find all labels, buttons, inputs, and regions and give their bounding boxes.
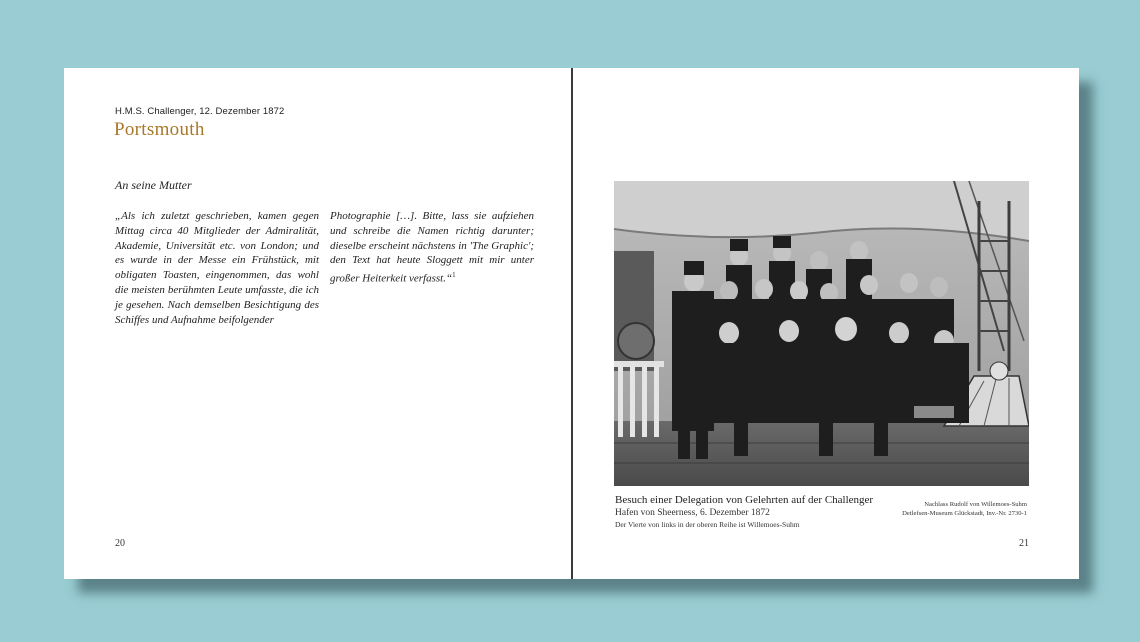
left-page xyxy=(64,68,571,579)
letter-column-2-text: Photographie […]. Bitte, lass sie aufziehen und schreibe die Namen richtig darunter; dieselbe erscheint nächstens in 'The Graphic'; den Text hat heute Sloggett mit mir unter großer Heiterkeit verfasst.“ xyxy=(330,210,534,285)
photo-credit-line-2: Detlefsen-Museum Glückstadt, Inv.-Nr. 2730-1 xyxy=(902,510,1027,517)
photo-caption-place: Hafen von Sheerness, 6. Dezember 1872 xyxy=(615,508,770,518)
page-number-right: 21 xyxy=(1019,538,1029,549)
open-book-spread xyxy=(64,68,1079,579)
running-head: H.M.S. Challenger, 12. Dezember 1872 xyxy=(115,106,285,117)
letter-salutation: An seine Mutter xyxy=(115,178,192,192)
chapter-title: Portsmouth xyxy=(114,119,205,140)
photo-caption-note: Der Vierte von links in der oberen Reihe ist Willemoes-Suhm xyxy=(615,520,800,529)
right-page xyxy=(573,68,1079,579)
group-photograph xyxy=(614,181,1029,486)
page-number-left: 20 xyxy=(115,538,125,549)
letter-column-2 xyxy=(330,209,534,287)
photograph-illustration xyxy=(614,181,1029,486)
photo-caption-title: Besuch einer Delegation von Gelehrten auf der Challenger xyxy=(615,494,874,506)
footnote-marker: 1 xyxy=(452,271,456,280)
letter-column-1: „Als ich zuletzt geschrieben, kamen gegen Mittag circa 40 Mitglieder der Admiralität, Akademie, Universität etc. von London; und es wurde in der Messe ein Frühstück, mit obligaten Toasten, eingenommen, das wohl die meisten berühmten Leute umfasste, die ich je gesehen. Nach demselben Besichtigung des Schiffes und Aufnahme beifolgender xyxy=(115,210,319,326)
photo-credit-line-1: Nachlass Rudolf von Willemoes-Suhm xyxy=(924,501,1027,508)
